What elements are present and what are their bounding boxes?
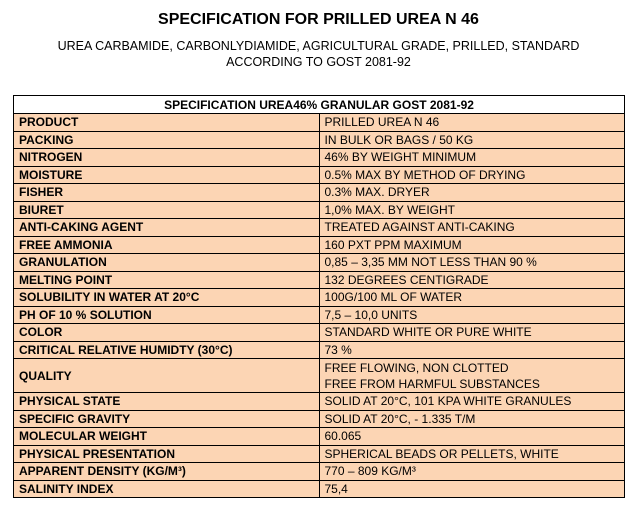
row-label: SALINITY INDEX (14, 480, 320, 498)
row-value: PRILLED UREA N 46 (319, 114, 625, 132)
row-label: NITROGEN (14, 149, 320, 167)
document-subtitle-line2: ACCORDING TO GOST 2081-92 (226, 55, 411, 69)
table-row (14, 393, 625, 411)
table-row (14, 410, 625, 428)
row-label: PRODUCT (14, 114, 320, 132)
row-label: SPECIFIC GRAVITY (14, 410, 320, 428)
row-value: 60.065 (319, 428, 625, 446)
row-value: 73 % (319, 341, 625, 359)
row-value: 770 – 809 KG/M³ (319, 463, 625, 481)
row-value: STANDARD WHITE OR PURE WHITE (319, 324, 625, 342)
row-label: COLOR (14, 324, 320, 342)
specification-table (13, 95, 625, 498)
row-value: 0,85 – 3,35 MM NOT LESS THAN 90 % (319, 254, 625, 272)
table-row (14, 184, 625, 202)
table-row (14, 289, 625, 307)
row-value: 7,5 – 10,0 UNITS (319, 306, 625, 324)
row-label: GRANULATION (14, 254, 320, 272)
table-row (14, 445, 625, 463)
row-label: PACKING (14, 131, 320, 149)
row-label: QUALITY (14, 359, 320, 393)
table-row (14, 254, 625, 272)
row-label: CRITICAL RELATIVE HUMIDTY (30°C) (14, 341, 320, 359)
row-label: PHYSICAL PRESENTATION (14, 445, 320, 463)
table-row (14, 131, 625, 149)
row-value: TREATED AGAINST ANTI-CAKING (319, 219, 625, 237)
table-row (14, 463, 625, 481)
table-row (14, 324, 625, 342)
row-value: 1,0% MAX. BY WEIGHT (319, 201, 625, 219)
table-row (14, 306, 625, 324)
row-label: BIURET (14, 201, 320, 219)
table-row (14, 428, 625, 446)
row-label: ANTI-CAKING AGENT (14, 219, 320, 237)
row-value: 0.5% MAX BY METHOD OF DRYING (319, 166, 625, 184)
table-header-row (14, 96, 625, 114)
row-value: 0.3% MAX. DRYER (319, 184, 625, 202)
row-value: 75,4 (319, 480, 625, 498)
row-value-line: FREE FROM HARMFUL SUBSTANCES (324, 376, 540, 391)
table-row (14, 166, 625, 184)
table-header: SPECIFICATION UREA46% GRANULAR GOST 2081-92 (14, 96, 625, 114)
row-label: PHYSICAL STATE (14, 393, 320, 411)
table-row (14, 219, 625, 237)
row-value: 100G/100 ML OF WATER (319, 289, 625, 307)
table-row (14, 201, 625, 219)
row-value: 160 PXT PPM MAXIMUM (319, 236, 625, 254)
table-row (14, 271, 625, 289)
table-row (14, 341, 625, 359)
row-label: PH OF 10 % SOLUTION (14, 306, 320, 324)
row-value-line: FREE FLOWING, NON CLOTTED (324, 360, 509, 375)
table-row (14, 236, 625, 254)
row-label: MOLECULAR WEIGHT (14, 428, 320, 446)
table-row (14, 149, 625, 167)
table-row (14, 480, 625, 498)
table-row (14, 114, 625, 132)
row-value: SOLID AT 20°C, - 1.335 T/M (319, 410, 625, 428)
document-title: SPECIFICATION FOR PRILLED UREA N 46 (158, 11, 479, 28)
row-label: APPARENT DENSITY (KG/M³) (14, 463, 320, 481)
row-value: 132 DEGREES CENTIGRADE (319, 271, 625, 289)
row-label: MOISTURE (14, 166, 320, 184)
row-label: MELTING POINT (14, 271, 320, 289)
row-value: SPHERICAL BEADS OR PELLETS, WHITE (319, 445, 625, 463)
row-value: SOLID AT 20°C, 101 KPA WHITE GRANULES (319, 393, 625, 411)
row-value (319, 359, 625, 393)
document-subtitle-line1: UREA CARBAMIDE, CARBONLYDIAMIDE, AGRICULTURAL GRADE, PRILLED, STANDARD (57, 39, 580, 53)
table-row (14, 359, 625, 393)
row-label: FISHER (14, 184, 320, 202)
row-label: SOLUBILITY IN WATER AT 20°C (14, 289, 320, 307)
row-value: IN BULK OR BAGS / 50 KG (319, 131, 625, 149)
row-value: 46% BY WEIGHT MINIMUM (319, 149, 625, 167)
row-label: FREE AMMONIA (14, 236, 320, 254)
